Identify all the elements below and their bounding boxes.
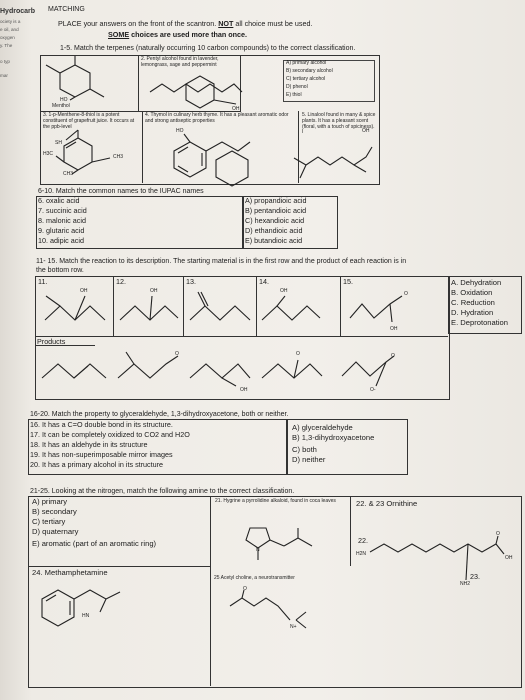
q22-h2n: H2N xyxy=(356,551,367,557)
q16-right-3: C) both xyxy=(292,445,317,454)
q16-left-3: 18. It has an aldehyde in its structure xyxy=(30,440,148,449)
q1-item-4: 4. Thymol in culinary herb thyme. It has a pleasant aromatic odor and strong antiseptic properties xyxy=(145,112,289,124)
prod-o3-label: O xyxy=(391,353,395,359)
q1-choice-b: B) secondary alcohol xyxy=(286,68,333,74)
q22-label: 22. xyxy=(358,536,368,545)
q11-num-15: 15. xyxy=(343,277,353,286)
margin-line-6: mar xyxy=(0,73,8,78)
menthol-ho: HO xyxy=(60,97,68,103)
q6-left-3: 8. malonic acid xyxy=(38,216,86,225)
instruction-text-a: PLACE your answers on the front of the scantron. xyxy=(58,19,217,28)
q25-n: N+ xyxy=(290,624,297,630)
q11-num-12: 12. xyxy=(116,277,126,286)
prod-ominus-label: O- xyxy=(370,387,376,393)
q6-right-5: E) butandioic acid xyxy=(245,236,303,245)
q23-label: 23. xyxy=(470,572,480,581)
q6-left-4: 9. glutaric acid xyxy=(38,226,85,235)
q11-num-11: 11. xyxy=(38,277,48,286)
q21-choice-a: A) primary xyxy=(32,497,68,506)
q22-o: O xyxy=(496,531,500,537)
q21-item-21: 21. Hygrine a pyrrolidine alkaloid, found in coca leaves xyxy=(215,498,336,504)
prod-o-label: O xyxy=(175,351,179,357)
q25-heading: 25 Acetyl choline, a neurotransmitter xyxy=(214,575,295,581)
q1-choice-c: C) tertiary alcohol xyxy=(286,76,326,82)
q6-heading: 6-10. Match the common names to the IUPAC names xyxy=(38,188,204,195)
q24-hn: HN xyxy=(82,613,90,619)
q6-right-4: D) ethandioic acid xyxy=(245,226,303,235)
q11-starting-materials xyxy=(45,292,402,322)
q5-oh: OH xyxy=(362,128,370,134)
q11-choice-d: D. Hydration xyxy=(451,308,494,317)
margin-line-1: ociety is a xyxy=(0,19,21,24)
q4-ho: HO xyxy=(176,128,184,134)
q6-left-2: 7. succinic acid xyxy=(38,206,87,215)
products-label: Products xyxy=(37,337,66,346)
q16-left-1: 16. It has a C=O double bond in its structure. xyxy=(30,420,173,429)
q5-linalool-structure xyxy=(294,147,372,178)
q24-methamphetamine-structure xyxy=(42,590,120,626)
q25-acetylcholine-structure xyxy=(230,590,306,628)
corner-title: Hydrocarb xyxy=(0,8,36,15)
q1-heading: 1-5. Match the terpenes (naturally occurring 10 carbon compounds) to the correct classification. xyxy=(60,45,356,52)
q22-oh: OH xyxy=(505,555,513,561)
q11-oh-11: OH xyxy=(80,288,88,294)
matching-title: MATCHING xyxy=(48,6,85,13)
margin-line-2: e oil, and xyxy=(0,27,19,32)
q1-item-2: 2. Pentyl alcohol found in lavender, lemongrass, sage and peppermint xyxy=(141,56,219,68)
q3-ch3-right: CH3 xyxy=(113,154,124,160)
q16-heading: 16-20. Match the property to glyceraldehyde, 1,3-dihydroxyacetone, both or neither. xyxy=(30,411,289,418)
menthol-structure xyxy=(46,56,104,100)
q24-heading: 24. Methamphetamine xyxy=(32,568,108,577)
instruction-some: SOME xyxy=(108,30,130,39)
menthol-label: Menthol xyxy=(52,103,70,109)
q16-right-2: B) 1,3-dihydroxyacetone xyxy=(292,433,375,442)
q21-choice-b: B) secondary xyxy=(32,507,77,516)
q3-structure xyxy=(56,130,110,174)
q16-left-4: 19. It has non-superimposable mirror images xyxy=(30,450,173,459)
margin-line-4: y. The xyxy=(0,43,13,48)
instruction-text-b: all choice must be used. xyxy=(235,19,313,28)
q11-choice-b: B. Oxidation xyxy=(451,288,493,297)
q1-item-3: 3. 1-p-Menthene-8-thiol is a potent constituent of grapefruit juice. It occurs at the ppb-level xyxy=(43,112,135,130)
instruction-not: NOT xyxy=(218,19,234,28)
q16-right-4: D) neither xyxy=(292,455,326,464)
q23-nh2: NH2 xyxy=(460,581,471,587)
q1-choice-e: E) thiol xyxy=(286,92,302,98)
q6-right-3: C) hexandioic acid xyxy=(245,216,305,225)
prod-oh-label: OH xyxy=(240,387,248,393)
q11-oh-15: OH xyxy=(390,326,398,332)
q11-products xyxy=(42,352,394,386)
q16-left-2: 17. It can be completely oxidized to CO2 and H2O xyxy=(30,430,190,439)
margin-line-5: o typ xyxy=(0,59,10,64)
q1-choice-d: D) phenol xyxy=(286,84,308,90)
q21-hygrine-structure xyxy=(246,528,312,560)
q1-choice-a: A) primary alcohol xyxy=(286,60,327,66)
q11-oh-12: OH xyxy=(150,288,158,294)
q3-sh: SH xyxy=(55,140,62,146)
q11-choice-e: E. Deprotonation xyxy=(451,318,508,327)
q21-choice-c: C) tertiary xyxy=(32,517,66,526)
q11-o-15: O xyxy=(404,291,408,297)
q11-choice-a: A. Dehydration xyxy=(451,278,502,287)
instruction-text-c: choices are used more than once. xyxy=(131,30,248,39)
q21-n-label: N xyxy=(256,547,260,553)
q21-choice-e: E) aromatic (part of an aromatic ring) xyxy=(32,539,157,548)
q11-num-13: 13. xyxy=(186,277,196,286)
q21-heading: 21-25. Looking at the nitrogen, match the following amine to the correct classification. xyxy=(30,488,295,495)
q22-ornithine-structure xyxy=(370,536,504,580)
margin-line-3: oxygen xyxy=(0,35,15,40)
q6-left-1: 6. oxalic acid xyxy=(38,196,80,205)
q3-ch3-bottom: CH3 xyxy=(63,171,74,177)
q11-heading-2: the bottom row. xyxy=(36,267,84,274)
q25-o: O xyxy=(243,586,247,592)
q16-right-1: A) glyceraldehyde xyxy=(292,423,353,432)
q11-num-14: 14. xyxy=(259,277,269,286)
q3-h3c: H3C xyxy=(43,151,54,157)
q6-right-2: B) pentandioic acid xyxy=(245,206,307,215)
q2-structure xyxy=(150,76,242,108)
q1-oh-label: OH xyxy=(232,106,240,112)
prod-o2-label: O xyxy=(296,351,300,357)
q22-heading: 22. & 23 Ornithine xyxy=(356,499,418,508)
q11-choice-c: C. Reduction xyxy=(451,298,495,307)
q6-right-1: A) propandioic acid xyxy=(245,196,307,205)
q11-oh-14: OH xyxy=(280,288,288,294)
q6-left-5: 10. adipic acid xyxy=(38,236,84,245)
q21-choice-d: D) quaternary xyxy=(32,527,79,536)
q4-thymol-structure xyxy=(174,134,250,186)
q1-item-5: 5. Linalool found in many & spice plants. It has a pleasant scent (floral, with a touch of spiciness). I xyxy=(302,112,376,136)
q11-heading-1: 11- 15. Match the reaction to its description. The starting material is in the first row and the product of each reaction is in xyxy=(36,258,407,265)
q16-left-5: 20. It has a primary alcohol in its structure xyxy=(30,460,164,469)
